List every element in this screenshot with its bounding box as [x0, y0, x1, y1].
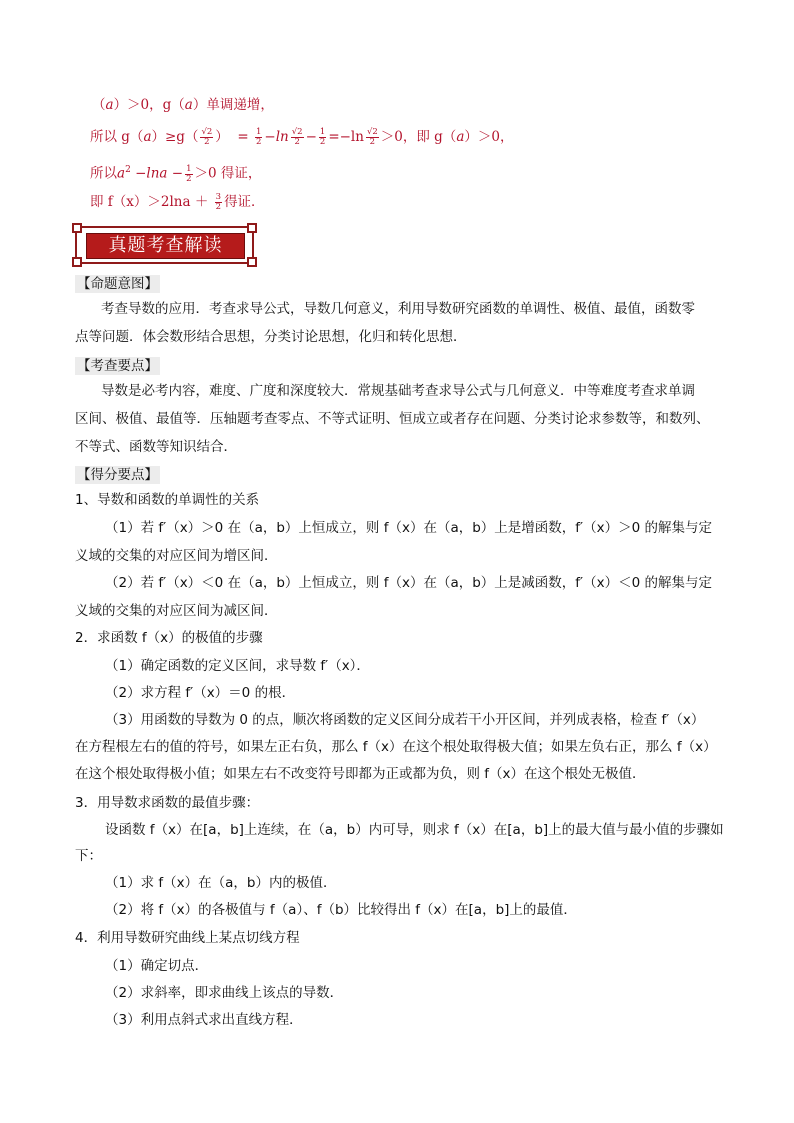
proof-text: ＞0 得证， — [194, 165, 262, 182]
banner-fill — [86, 233, 245, 259]
proof-text: − — [305, 129, 317, 145]
superscript: 2 — [125, 165, 131, 175]
fraction: $\frac{1}{2}$ — [256, 127, 262, 147]
key-points-tag: 【考查要点】 — [77, 358, 158, 374]
section-4-item-2: （2）求斜率，即求曲线上该点的导数． — [105, 985, 344, 1001]
section-1-item-1-line-2: 义域的交集的对应区间为增区间． — [75, 548, 278, 564]
section-3-intro-line-1: 设函数 f（x）在[a，b]上连续，在（a，b）内可导，则求 f（x）在[a，b]上的最大值与最小值的步骤如 — [105, 822, 724, 838]
proof-text: 所以 g（ — [90, 129, 144, 145]
proof-text: ）单调递增， — [192, 97, 274, 113]
banner-corner-icon — [247, 257, 257, 267]
proof-text: ＞0，即 g（ — [380, 129, 457, 145]
banner-title: 真题考查解读 — [108, 235, 223, 256]
intent-paragraph-line-2: 点等问题．体会数形结合思想，分类讨论思想，化归和转化思想． — [75, 329, 467, 345]
proof-var: a — [105, 97, 114, 113]
section-4-item-3: （3）利用点斜式求出直线方程． — [105, 1012, 303, 1028]
section-1-title: 1、导数和函数的单调性的关系 — [75, 492, 260, 508]
proof-text: ）＞0，g（ — [113, 97, 185, 113]
section-2-item-3-line-1: （3）用函数的导数为 0 的点，顺次将函数的定义区间分成若干小开区间，并列成表格，检查 f′（x） — [105, 712, 705, 728]
proof-text: − — [171, 165, 184, 182]
section-2-item-2: （2）求方程 f′（x）＝0 的根． — [105, 685, 296, 701]
section-1-item-2-line-1: （2）若 f′（x）＜0 在（a，b）上恒成立，则 f（x）在（a，b）上是减函数，f′（x）＜0 的解集与定 — [105, 575, 712, 591]
fraction: $\frac{3}{2}$ — [215, 192, 222, 212]
fraction: $\frac{√2}{2}$ — [291, 127, 303, 147]
proof-line-3 — [90, 160, 261, 184]
proof-var: a — [117, 165, 126, 182]
proof-text: ）＞0， — [464, 129, 514, 145]
intent-paragraph-line-1: 考查导数的应用．考查求导公式，导数几何意义，利用导数研究函数的单调性、极值、最值，函数零 — [101, 301, 695, 317]
section-3-intro-line-2: 下： — [75, 848, 102, 864]
banner-corner-icon — [72, 223, 82, 233]
section-3-item-1: （1）求 f（x）在（a，b）内的极值． — [105, 875, 337, 891]
fraction: $\frac{√2}{2}$ — [366, 127, 378, 147]
section-4-title: 4．利用导数研究曲线上某点切线方程 — [75, 930, 300, 946]
proof-line-1 — [92, 95, 274, 115]
section-3-title: 3．用导数求函数的最值步骤： — [75, 795, 260, 811]
key-paragraph-line-2: 区间、极值、最值等．压轴题考查零点、不等式证明、恒成立或者存在问题、分类讨论求参数等，和数列、 — [75, 411, 710, 427]
proof-text: −lna — [135, 165, 168, 182]
proof-text: 即 f（x）＞2lna ＋ — [90, 194, 209, 210]
proof-text: ）≥g（ — [151, 129, 199, 145]
section-2-title: 2．求函数 f（x）的极值的步骤 — [75, 630, 263, 646]
banner-frame — [75, 226, 254, 264]
proof-text: 所以 — [90, 165, 117, 182]
banner-corner-icon — [247, 223, 257, 233]
proof-text: （ — [92, 97, 106, 113]
section-3-item-2: （2）将 f（x）的各极值与 f（a）、f（b）比较得出 f（x）在[a，b]上的最值． — [105, 902, 577, 918]
section-2-item-1: （1）确定函数的定义区间，求导数 f′（x）． — [105, 658, 370, 674]
proof-text: −ln — [264, 129, 289, 145]
fraction: $\frac{√2}{2}$ — [201, 127, 213, 147]
section-banner — [75, 226, 254, 264]
proof-var: a — [184, 97, 193, 113]
section-2-item-3-line-3: 在这个根处取得极小值；如果左右不改变符号即都为正或都为负，则 f（x）在这个根处无极值． — [75, 766, 646, 782]
intent-tag: 【命题意图】 — [77, 276, 158, 292]
banner-corner-icon — [72, 257, 82, 267]
proof-var: a — [143, 129, 152, 145]
proof-text: ） — [215, 129, 229, 145]
key-paragraph-line-3: 不等式、函数等知识结合． — [75, 439, 237, 455]
proof-var: a — [456, 129, 465, 145]
proof-text: =−ln — [328, 129, 364, 145]
section-1-item-1-line-1: （1）若 f′（x）＞0 在（a，b）上恒成立，则 f（x）在（a，b）上是增函数，f′（x）＞0 的解集与定 — [105, 520, 712, 536]
section-2-item-3-line-2: 在方程根左右的值的符号，如果左正右负，那么 f（x）在这个根处取得极大值；如果左负右正，那么 f（x） — [75, 739, 717, 755]
proof-line-2 — [90, 127, 513, 147]
proof-line-4 — [90, 192, 265, 212]
fraction: $\frac{1}{2}$ — [186, 163, 192, 184]
fraction: $\frac{1}{2}$ — [319, 127, 326, 147]
proof-text: 得证． — [224, 194, 265, 210]
score-points-tag: 【得分要点】 — [77, 467, 158, 483]
proof-text: = — [237, 129, 249, 145]
key-paragraph-line-1: 导数是必考内容，难度、广度和深度较大．常规基础考查求导公式与几何意义．中等难度考查求单调 — [101, 383, 695, 399]
section-4-item-1: （1）确定切点． — [105, 958, 209, 974]
section-1-item-2-line-2: 义域的交集的对应区间为减区间． — [75, 603, 278, 619]
